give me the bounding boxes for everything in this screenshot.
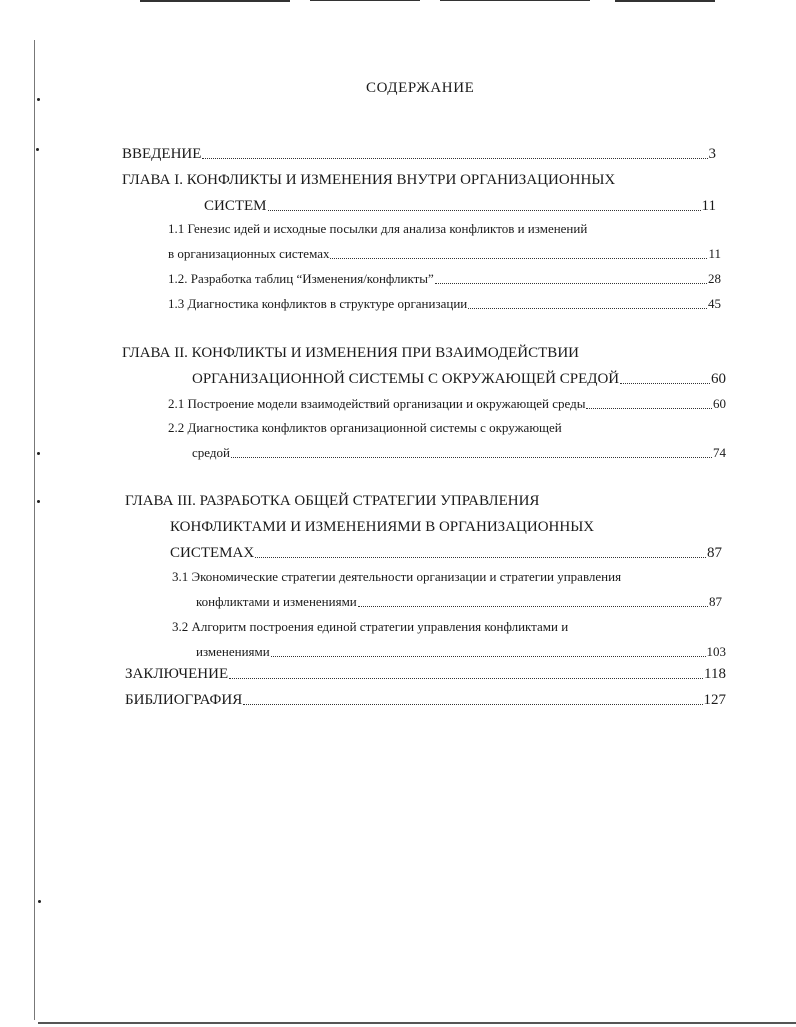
- leader-dots: [586, 395, 712, 409]
- toc-entry-label: изменениями: [196, 644, 270, 659]
- toc-section-3-1-title[interactable]: 3.1 Экономические стратегии деятельности организации и стратегии управления: [172, 569, 622, 584]
- toc-entry-chapter-3[interactable]: [170, 543, 722, 563]
- toc-entry-label: ВВЕДЕНИЕ: [122, 146, 202, 162]
- toc-entry-section-3-2[interactable]: [196, 642, 726, 662]
- toc-chapter-1-title[interactable]: ГЛАВА I. КОНФЛИКТЫ И ИЗМЕНЕНИЯ ВНУТРИ ОРГАНИЗАЦИОННЫХ: [122, 172, 616, 188]
- leader-dots: [255, 544, 706, 558]
- toc-entry-section-2-2[interactable]: [192, 443, 726, 463]
- toc-entry-chapter-1[interactable]: [204, 196, 716, 216]
- toc-entry-label: БИБЛИОГРАФИЯ: [125, 692, 243, 708]
- leader-dots: [468, 295, 707, 309]
- scan-speck: [37, 500, 40, 503]
- toc-entry-section-1-2[interactable]: [168, 269, 721, 289]
- toc-entry-label: средой: [192, 445, 230, 460]
- toc-entry-chapter-2[interactable]: [192, 369, 726, 389]
- leader-dots: [231, 444, 712, 458]
- toc-page-number: 74: [713, 445, 726, 460]
- scan-speck: [37, 452, 40, 455]
- toc-page-number: 3: [708, 146, 716, 162]
- scan-top-line: [440, 0, 590, 1]
- scan-speck: [36, 148, 39, 151]
- toc-entry-section-1-3[interactable]: [168, 294, 721, 314]
- toc-page-number: 87: [707, 545, 722, 561]
- toc-entry-label: СИСТЕМ: [204, 198, 267, 214]
- toc-page-number: 11: [701, 198, 716, 214]
- toc-section-3-2-title[interactable]: 3.2 Алгоритм построения единой стратегии управления конфликтами и: [172, 619, 569, 634]
- toc-entry-section-3-1[interactable]: [196, 592, 722, 612]
- toc-entry-label: ЗАКЛЮЧЕНИЕ: [125, 666, 229, 682]
- leader-dots: [202, 145, 707, 159]
- toc-entry-label: 1.3 Диагностика конфликтов в структуре организации: [168, 296, 468, 311]
- toc-page-number: 60: [713, 396, 726, 411]
- toc-entry-section-1-1[interactable]: [168, 244, 721, 264]
- leader-dots: [243, 691, 702, 705]
- toc-page-number: 127: [703, 692, 726, 708]
- toc-page-number: 60: [711, 371, 726, 387]
- scan-top-line: [140, 0, 290, 2]
- scan-left-edge: [34, 40, 35, 1020]
- toc-page-number: 11: [708, 246, 721, 261]
- toc-chapter-2-title[interactable]: ГЛАВА II. КОНФЛИКТЫ И ИЗМЕНЕНИЯ ПРИ ВЗАИМОДЕЙСТВИИ: [122, 345, 579, 361]
- leader-dots: [620, 370, 710, 384]
- scan-bottom-line: [38, 1022, 796, 1024]
- scan-speck: [38, 900, 41, 903]
- leader-dots: [229, 665, 703, 679]
- toc-page-number: 45: [708, 296, 721, 311]
- scan-top-line: [310, 0, 420, 1]
- toc-page-number: 118: [704, 666, 726, 682]
- toc-entry-label: 2.1 Построение модели взаимодействий организации и окружающей среды: [168, 396, 586, 411]
- toc-page-number: 87: [709, 594, 722, 609]
- leader-dots: [271, 643, 706, 657]
- toc-section-1-1-title[interactable]: 1.1 Генезис идей и исходные посылки для анализа конфликтов и изменений: [168, 221, 588, 236]
- scan-speck: [37, 98, 40, 101]
- toc-entry-label: 1.2. Разработка таблиц “Изменения/конфликты”: [168, 271, 434, 286]
- toc-entry-label: в организационных системах: [168, 246, 330, 261]
- toc-entry-label: ОРГАНИЗАЦИОННОЙ СИСТЕМЫ С ОКРУЖАЮЩЕЙ СРЕДОЙ: [192, 371, 620, 387]
- toc-page-number: 28: [708, 271, 721, 286]
- leader-dots: [358, 593, 708, 607]
- leader-dots: [268, 197, 701, 211]
- toc-entry-label: конфликтами и изменениями: [196, 594, 357, 609]
- scan-top-line: [615, 0, 715, 2]
- toc-entry-intro[interactable]: [122, 144, 716, 164]
- toc-section-2-2-title[interactable]: 2.2 Диагностика конфликтов организационной системы с окружающей: [168, 420, 562, 435]
- toc-entry-bibliography[interactable]: [125, 690, 726, 710]
- toc-page-number: 103: [706, 644, 726, 659]
- toc-entry-label: СИСТЕМАХ: [170, 545, 255, 561]
- leader-dots: [435, 270, 707, 284]
- toc-entry-section-2-1[interactable]: [168, 394, 726, 414]
- page-title: СОДЕРЖАНИЕ: [366, 80, 475, 96]
- leader-dots: [330, 245, 707, 259]
- toc-entry-conclusion[interactable]: [125, 664, 726, 684]
- toc-chapter-3-title[interactable]: ГЛАВА III. РАЗРАБОТКА ОБЩЕЙ СТРАТЕГИИ УПРАВЛЕНИЯ: [125, 493, 540, 509]
- toc-chapter-3-title-line2[interactable]: КОНФЛИКТАМИ И ИЗМЕНЕНИЯМИ В ОРГАНИЗАЦИОННЫХ: [170, 519, 595, 535]
